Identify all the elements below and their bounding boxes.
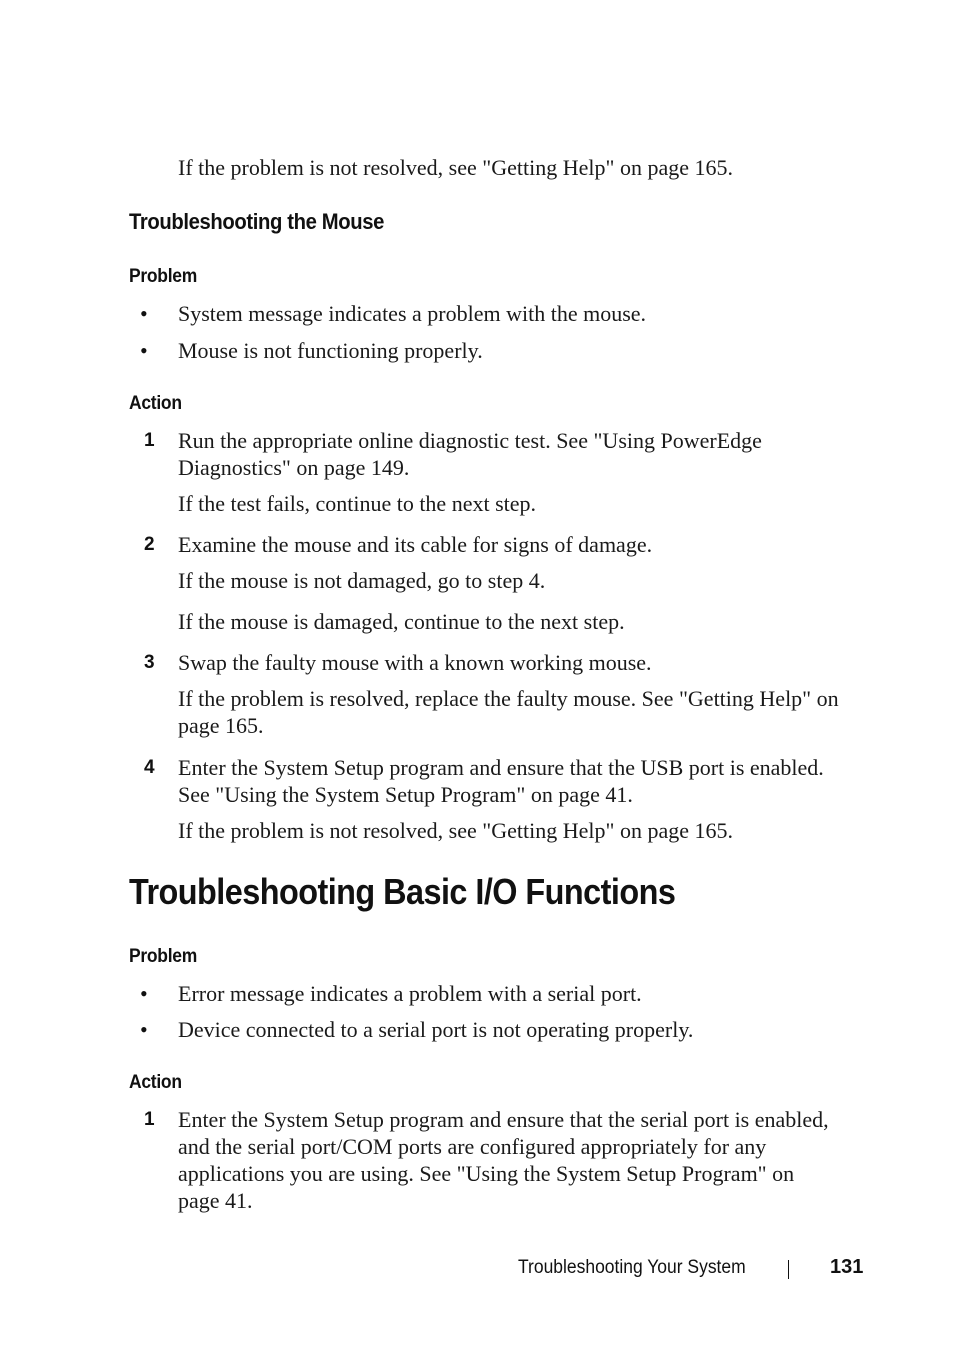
- step-text: applications you are using. See "Using the System Setup Program" on: [178, 1161, 795, 1186]
- step-note: If the problem is resolved, replace the faulty mouse. See "Getting Help" on: [178, 686, 839, 711]
- footer-section-title: Troubleshooting Your System: [518, 1257, 746, 1278]
- section-heading-mouse: Troubleshooting the Mouse: [129, 209, 385, 234]
- list-item: Mouse is not functioning properly.: [178, 338, 483, 363]
- step-text: Examine the mouse and its cable for signs of damage.: [178, 532, 653, 557]
- list-item: System message indicates a problem with the mouse.: [178, 301, 647, 326]
- step-note: If the mouse is not damaged, go to step 4.: [178, 568, 546, 593]
- step-note: If the problem is not resolved, see "Getting Help" on page 165.: [178, 818, 733, 843]
- intro-text: If the problem is not resolved, see "Getting Help" on page 165.: [178, 155, 733, 180]
- list-item: Device connected to a serial port is not operating properly.: [178, 1017, 694, 1042]
- step-text: Diagnostics" on page 149.: [178, 455, 410, 480]
- step-text: Enter the System Setup program and ensure that the USB port is enabled.: [178, 755, 824, 780]
- page-number: 131: [830, 1256, 864, 1278]
- problem-label: Problem: [129, 266, 198, 287]
- step-text: Swap the faulty mouse with a known working mouse.: [178, 650, 652, 675]
- step-number: 2: [144, 534, 155, 555]
- step-text: Enter the System Setup program and ensure that the serial port is enabled,: [178, 1107, 829, 1132]
- problem-label: Problem: [129, 946, 198, 967]
- step-note: If the mouse is damaged, continue to the next step.: [178, 609, 625, 634]
- step-note: page 165.: [178, 713, 264, 738]
- footer-divider: [788, 1260, 789, 1279]
- bullet-icon: •: [140, 301, 148, 326]
- step-number: 1: [144, 1109, 155, 1130]
- step-text: See "Using the System Setup Program" on page 41.: [178, 782, 633, 807]
- step-number: 3: [144, 652, 155, 673]
- bullet-icon: •: [140, 1017, 148, 1042]
- action-label: Action: [129, 1072, 182, 1093]
- step-number: 4: [144, 757, 155, 778]
- step-text: and the serial port/COM ports are configured appropriately for any: [178, 1134, 767, 1159]
- section-heading-io: Troubleshooting Basic I/O Functions: [129, 871, 676, 912]
- action-label: Action: [129, 393, 182, 414]
- bullet-icon: •: [140, 981, 148, 1006]
- step-number: 1: [144, 430, 155, 451]
- step-text: page 41.: [178, 1188, 253, 1213]
- step-note: If the test fails, continue to the next step.: [178, 491, 537, 516]
- bullet-icon: •: [140, 338, 148, 363]
- step-text: Run the appropriate online diagnostic test. See "Using PowerEdge: [178, 428, 762, 453]
- list-item: Error message indicates a problem with a serial port.: [178, 981, 642, 1006]
